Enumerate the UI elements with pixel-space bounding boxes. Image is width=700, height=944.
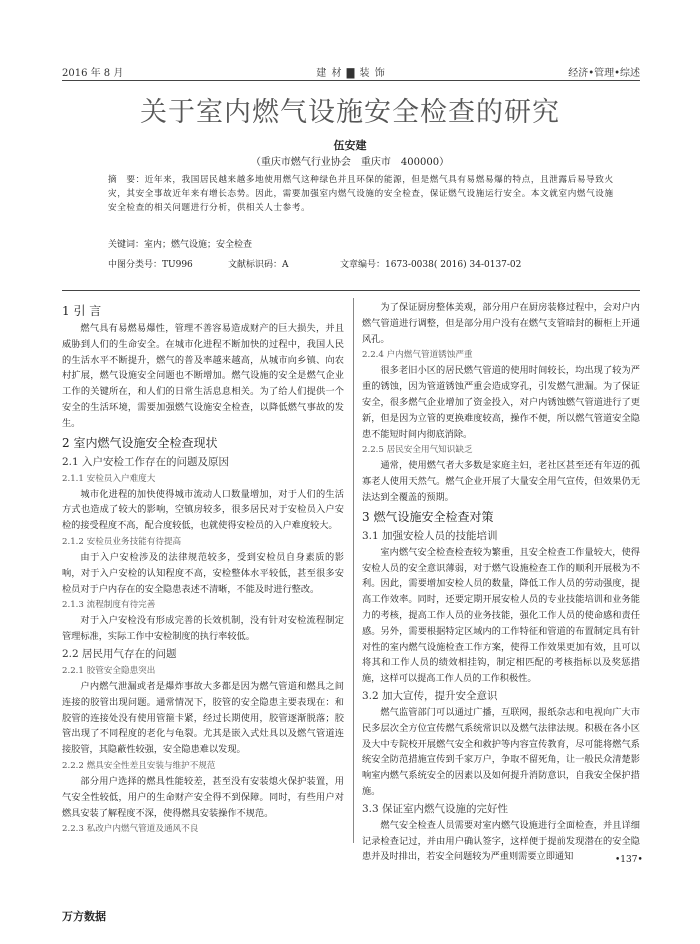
article-title: 关于室内燃气设施安全检查的研究 xyxy=(140,97,560,128)
subsection-heading: 3.1 加强安检人员的技能培训 xyxy=(362,529,498,542)
section-heading: 2 室内燃气设施安全检查现状 xyxy=(62,435,218,450)
article-number: 文章编号：1673-0038( 2016) 34-0137-02 xyxy=(340,260,522,270)
running-header xyxy=(62,64,640,80)
subsection-heading: 3.3 保证室内燃气设施的完好性 xyxy=(362,802,509,815)
page-number: •137• xyxy=(615,855,643,865)
section-heading: 1 引 言 xyxy=(62,304,102,318)
subsubsection-heading: 2.2.5 居民安全用气知识缺乏 xyxy=(362,445,473,456)
header-section: 经济•管理•综述 xyxy=(568,68,640,79)
body-paragraph: 燃气监管部门可以通过广播，互联网，报纸杂志和电视向广大市民多层次全方位宣传燃气系统常识以及燃气法律法规。积极在各小区及大中专院校开展燃气安全和救护等内容宣传教育，尽可能将燃气系统安全防范措施宣传到千家万户，争取不留死角，让一般民众清楚影响室内燃气系统安全的因素以及如何提升消防意识，自我安全保护措施。 xyxy=(362,706,640,797)
subsubsection-heading: 2.2.4 户内燃气管道锈蚀严重 xyxy=(362,350,473,361)
wanfang-logo: 万方数据 xyxy=(62,910,106,923)
classification-line xyxy=(108,257,628,271)
subsection-heading: 3.2 加大宣传，提升安全意识 xyxy=(362,689,498,702)
body-paragraph: 部分用户选择的燃具性能较差，甚至没有安装熄火保护装置，用气安全性较低，用户的生命财产安全得不到保障。同时，有些用户对燃具安装了解程度不深，使得燃具安装操作不规范。 xyxy=(62,775,344,819)
header-rule xyxy=(62,80,640,81)
body-paragraph: 燃气安全检查人员需要对室内燃气设施进行全面检查，并且详细记录检查记过，并由用户确认签字，这样便于提前发现潜在的安全隐患并及时排出，若安全问题较为严重则需要立即通知 xyxy=(362,819,640,863)
clc-number: 中图分类号：TU996 xyxy=(108,260,193,270)
subsubsection-heading: 2.1.3 流程制度有待完善 xyxy=(62,600,156,611)
subsection-heading: 2.1 入户安检工作存在的问题及原因 xyxy=(62,455,230,468)
header-journal: 建 材 ▇ 装 饰 xyxy=(316,68,386,79)
subsubsection-heading: 2.1.1 安检员入户难度大 xyxy=(62,473,156,484)
subsubsection-heading: 2.2.1 胶管安全隐患突出 xyxy=(62,665,156,676)
column-divider xyxy=(353,298,354,843)
body-paragraph: 由于入户安检涉及的法律规范较多，受到安检员自身素质的影响，对于入户安检的认知程度不高，安检整体水平较低，甚至很多安检员对于户内存在的安全隐患表述不清晰，不能及时进行整改。 xyxy=(62,551,344,595)
section-heading: 3 燃气设施安全检查对策 xyxy=(362,509,494,524)
body-paragraph: 室内燃气安全检查检查较为繁重，且安全检查工作量较大，使得安检人员的安全意识薄弱，对于燃气设施检查工作的顺利开展极为不利。因此，需要增加安检人员的数量，降低工作人员的劳动强度，提高工作效率。同时，还要定期开展安检人员的专业技能培训和业务能力的考核，提高工作人员的业务技能，强化工作人员的使命感和责任感。另外，需要根据特定区域内的工作特征和管道的布置制定具有针对性的室内燃气设施检查工作方案，使得工作效果更加有效，且可以将其和工作人员的绩效相挂钩，制定相匹配的考核指标以及奖惩措施，这样可以提高工作人员的工作积极性。 xyxy=(362,546,640,685)
body-paragraph: 户内燃气泄漏或者是爆炸事故大多都是因为燃气管道和燃具之间连接的胶管出现问题。通常情况下，胶管的安全隐患主要表现在：和胶管的连接处没有使用管箍卡紧，经过长期使用，胶管逐渐脱落；胶管出现了不同程度的老化与龟裂。尤其是嵌入式灶具以及燃气管道连接胶管，其隐蔽性较强，安全隐患难以发现。 xyxy=(62,680,344,756)
body-paragraph: 为了保证厨房整体美观，部分用户在厨房装修过程中，会对户内燃气管道进行调整，但是部分用户没有在燃气支管暗封的橱柜上开通风孔。 xyxy=(362,302,640,345)
keywords: 关键词：室内；燃气设施；安全检查 xyxy=(108,240,253,250)
subsubsection-heading: 2.2.2 燃具安全性差且安装与维护不规范 xyxy=(62,760,216,771)
subsubsection-heading: 2.2.3 私改户内燃气管道及通风不良 xyxy=(62,824,199,835)
body-paragraph: 燃气具有易燃易爆性，管理不善容易造成财产的巨大损失，并且威胁到人们的生命安全。在城市化进程不断加快的过程中，我国人民的生活水平不断提升，燃气的普及率越来越高，从城市向乡镇、向农村扩展，燃气设施安全问题也不断增加。燃气设施的安全是燃气企业工作的关键所在，和人们的日常生活息息相关。为了给人们提供一个安全的生活环境，需要加强燃气设施安全检查，以降低燃气事故的发生。 xyxy=(62,323,344,429)
document-code: 文献标识码：A xyxy=(228,260,289,270)
body-paragraph: 通常，使用燃气者大多数是家庭主妇，老社区甚至还有年迈的孤寡老人使用天然气。燃气企业开展了大量安全用气宣传，但效果仍无法达到全覆盖的预期。 xyxy=(362,460,640,503)
abstract-rule xyxy=(62,290,640,291)
body-paragraph: 很多老旧小区的居民燃气管道的使用时间较长，均出现了较为严重的锈蚀，因为管道锈蚀严重会造成穿孔，引发燃气泄漏。为了保证安全，很多燃气企业增加了资金投入，对户内锈蚀燃气管道进行了更新，但是因为立管的更换难度较高，操作不便，所以燃气管道安全隐患不能短时间内彻底消除。 xyxy=(362,365,640,440)
header-date: 2016 年 8 月 xyxy=(62,68,124,79)
author-name: 伍安建 xyxy=(333,139,367,152)
right-column xyxy=(362,300,640,865)
body-paragraph: 城市化进程的加快使得城市流动人口数量增加，对于人们的生活方式也造成了较大的影响，空镇房较多，很多居民对于安检员入户安检的接受程度不高，配合度较低，也就使得安检员的入户难度较大。 xyxy=(62,488,344,532)
affiliation: （重庆市燃气行业协会 重庆市 400000） xyxy=(250,157,450,168)
abstract: 摘 要：近年来，我国居民越来越多地使用燃气这种绿色并且环保的能源，但是燃气具有易燃易爆的特点，且泄露后易导致火灾，其安全事故近年来有增长态势。因此，需要加强室内燃气设施的安全检查，保证燃气设施运行安全。本文就室内燃气设施安全检查的相关问题进行分析，供相关人士参考。 xyxy=(108,175,614,214)
subsubsection-heading: 2.1.2 安检员业务技能有待提高 xyxy=(62,536,182,547)
subsection-heading: 2.2 居民用气存在的问题 xyxy=(62,647,177,660)
left-column xyxy=(62,300,344,837)
body-paragraph: 对于入户安检没有形成完善的长效机制，没有针对安检流程制定管理标准，实际工作中安检制度的执行率较低。 xyxy=(62,615,344,643)
